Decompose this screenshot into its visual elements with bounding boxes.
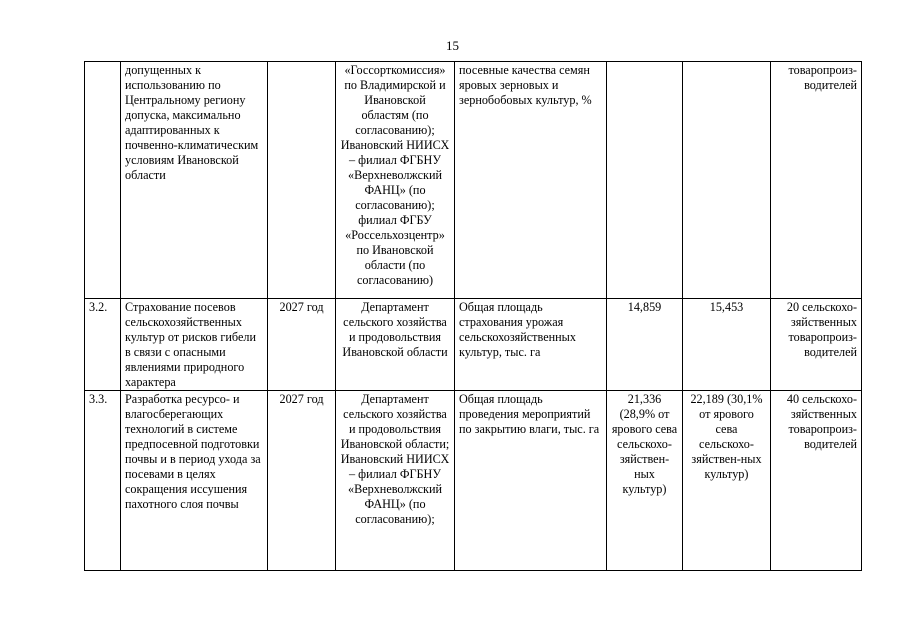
indicator-value-2: [683, 62, 771, 299]
measure-term: [268, 62, 336, 299]
indicator-value-2: 15,453: [683, 299, 771, 391]
measures-table: [84, 61, 862, 571]
table-row: [85, 391, 862, 571]
indicator-value-1: 14,859: [607, 299, 683, 391]
measure-term: 2027 год: [268, 391, 336, 571]
measure-result: 40 сельскохо-зяйственных товаропроиз-водителей: [771, 391, 862, 571]
table-row: [85, 62, 862, 299]
measure-name: Страхование посевов сельскохозяйственных культур от рисков гибели в связи с опасными явлениями природного характера: [121, 299, 268, 391]
row-number: [85, 62, 121, 299]
row-number: 3.3.: [85, 391, 121, 571]
row-number: 3.2.: [85, 299, 121, 391]
measure-executor: Департамент сельского хозяйства и продовольствия Ивановской области: [336, 299, 455, 391]
indicator-value-1: 21,336 (28,9% от ярового сева сельскохо-зяйствен-ных культур): [607, 391, 683, 571]
indicator-value-2: 22,189 (30,1% от ярового сева сельскохо-зяйствен-ных культур): [683, 391, 771, 571]
measure-executor: «Госсорткомиссия» по Владимирской и Ивановской областям (по согласованию); Ивановский НИИСХ – филиал ФГБНУ «Верхневолжский ФАНЦ» (по согласованию); филиал ФГБУ «Россельхозцентр» по Ивановской области (по согласованию): [336, 62, 455, 299]
table-row: [85, 299, 862, 391]
page-number: 15: [446, 38, 459, 53]
measure-name: допущенных к использованию по Центральному региону допуска, максимально адаптированных к почвенно-климатическим условиям Ивановской области: [121, 62, 268, 299]
measure-name: Разработка ресурсо- и влагосберегающих технологий в системе предпосевной подготовки почвы и в период ухода за посевами в целях сокращения иссушения пахотного слоя почвы: [121, 391, 268, 571]
measure-indicator: посевные качества семян яровых зерновых и зернобобовых культур, %: [455, 62, 607, 299]
indicator-value-1: [607, 62, 683, 299]
measure-result: товаропроиз-водителей: [771, 62, 862, 299]
measure-term: 2027 год: [268, 299, 336, 391]
measure-indicator: Общая площадь страхования урожая сельскохозяйственных культур, тыс. га: [455, 299, 607, 391]
measure-executor: Департамент сельского хозяйства и продовольствия Ивановской области; Ивановский НИИСХ – филиал ФГБНУ «Верхневолжский ФАНЦ» (по согласованию);: [336, 391, 455, 571]
measure-indicator: Общая площадь проведения мероприятий по закрытию влаги, тыс. га: [455, 391, 607, 571]
measure-result: 20 сельскохо-зяйственных товаропроиз-водителей: [771, 299, 862, 391]
